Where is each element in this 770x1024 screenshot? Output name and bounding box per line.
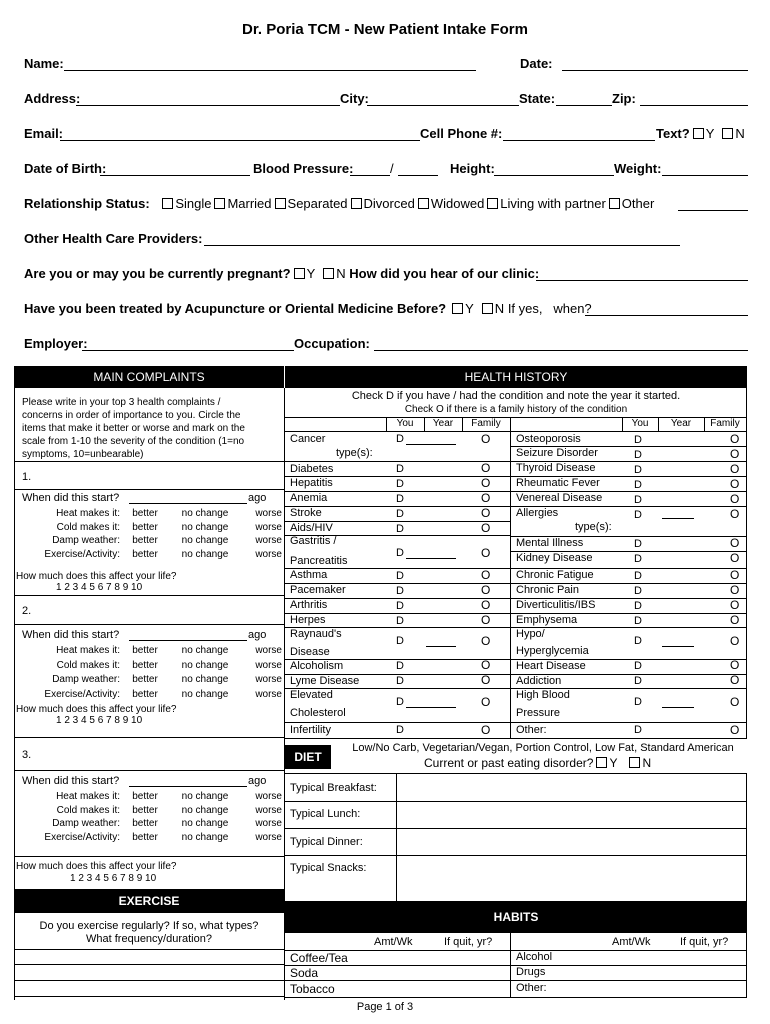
text-label: Text? — [656, 126, 690, 141]
cell-label: Cell Phone #: — [420, 126, 503, 141]
pregnant-yes-label: Y — [306, 266, 316, 281]
hist-seizure: Seizure Disorder — [516, 447, 598, 459]
better-option[interactable]: better — [132, 659, 158, 671]
hist-cholesterol: Cholesterol — [290, 707, 346, 719]
left-o-column-1 — [481, 461, 490, 536]
aids-o-checkbox[interactable]: O — [481, 521, 491, 535]
email-label: Email: — [24, 126, 64, 141]
height-label: Height: — [450, 161, 495, 176]
treated-no-label: N — [494, 301, 505, 316]
venereal-d-checkbox[interactable]: D — [634, 494, 642, 506]
bp-slash: / — [390, 161, 394, 176]
hear-label: How did you hear of our clinic: — [349, 266, 540, 281]
hist-hyperglycemia: Hyperglycemia — [516, 645, 589, 657]
venereal-o-checkbox[interactable]: O — [730, 492, 740, 506]
thyroid-d-checkbox[interactable]: D — [634, 464, 642, 476]
address-label: Address: — [24, 91, 81, 106]
complaint-3-modifiers: Heat makes it: better no change worse Cold makes it: better no change worse Damp weather: better no change worse Exercise/Activity: better no change worse — [44, 791, 282, 843]
providers-field[interactable] — [204, 245, 680, 246]
treated-when-field[interactable] — [585, 315, 748, 316]
hist-thyroid: Thyroid Disease — [516, 462, 596, 474]
raynauds-year-field[interactable] — [426, 646, 456, 647]
exercise-question: Do you exercise regularly? If so, what types? What frequency/duration? — [39, 920, 259, 945]
pacemaker-d-checkbox[interactable]: D — [396, 585, 404, 597]
pacemaker-o-checkbox[interactable]: O — [481, 583, 491, 597]
highblood-year-field[interactable] — [662, 707, 694, 708]
emphysema-o-checkbox[interactable]: O — [730, 613, 740, 627]
anemia-d-checkbox[interactable]: D — [396, 493, 404, 505]
rel-other-label: Other — [621, 196, 655, 211]
state-label: State: — [519, 91, 556, 106]
complaint-2-ago: ago — [248, 629, 267, 641]
worse-option[interactable]: worse — [255, 818, 282, 829]
better-option[interactable]: better — [132, 508, 158, 519]
history-col-you-right: You — [631, 418, 649, 429]
other-d-checkbox[interactable]: D — [634, 724, 642, 736]
gastritis-d-checkbox[interactable]: D — [396, 547, 404, 559]
diet-snacks-label: Typical Snacks: — [290, 862, 367, 874]
rel-separated-label: Separated — [287, 196, 348, 211]
arthritis-o-checkbox[interactable]: O — [481, 598, 491, 612]
heart-d-checkbox[interactable]: D — [634, 660, 642, 672]
diet-header: DIET — [285, 745, 331, 769]
rel-living-checkbox[interactable] — [487, 198, 498, 209]
bp-systolic-field[interactable] — [350, 175, 390, 176]
treated-no-checkbox[interactable] — [482, 303, 493, 314]
raynauds-o-checkbox[interactable]: O — [481, 634, 491, 648]
right-d-column-2 — [634, 537, 642, 567]
height-field[interactable] — [494, 175, 614, 176]
city-label: City: — [340, 91, 369, 106]
mental-d-checkbox[interactable]: D — [634, 538, 642, 550]
no-change-option[interactable]: no change — [181, 645, 229, 656]
stroke-o-checkbox[interactable]: O — [481, 506, 491, 520]
hist-elevated: Elevated — [290, 689, 333, 701]
cholesterol-d-checkbox[interactable]: D — [396, 696, 404, 708]
diet-disorder-row — [424, 756, 651, 770]
rel-single-checkbox[interactable] — [162, 198, 173, 209]
better-option[interactable]: better — [132, 645, 158, 656]
hist-diverticulitis: Diverticulitis/IBS — [516, 599, 596, 611]
infertility-o-checkbox[interactable]: O — [481, 723, 491, 737]
highblood-d-checkbox[interactable]: D — [634, 696, 642, 708]
hist-anemia: Anemia — [290, 492, 328, 504]
seizure-o-checkbox[interactable]: O — [730, 447, 740, 461]
hist-pancreatitis: Pancreatitis — [290, 555, 348, 567]
better-option[interactable]: better — [132, 521, 158, 533]
hist-osteoporosis: Osteoporosis — [516, 433, 581, 445]
no-change-option[interactable]: no change — [181, 659, 229, 671]
rel-other-checkbox[interactable] — [609, 198, 620, 209]
complaint-1-modifiers: Heat makes it: better no change worse Cold makes it: better no change worse Damp weather: better no change worse Exercise/Activity: better no change worse — [44, 508, 282, 560]
alcoholism-d-checkbox[interactable]: D — [396, 660, 404, 672]
hist-heart: Heart Disease — [516, 660, 586, 672]
lyme-d-checkbox[interactable]: D — [396, 675, 404, 687]
habit-soda: Soda — [290, 966, 319, 980]
hist-chronic-fatigue: Chronic Fatigue — [516, 569, 594, 581]
if-yes-label: If yes, — [507, 301, 543, 316]
complaint-3-number: 3. — [22, 749, 32, 761]
hist-hypo: Hypo/ — [516, 628, 545, 640]
fatigue-d-checkbox[interactable]: D — [634, 570, 642, 582]
rel-separated-checkbox[interactable] — [275, 198, 286, 209]
complaint-1-ago: ago — [248, 492, 267, 504]
allergies-o-checkbox[interactable]: O — [730, 507, 740, 521]
disorder-no-checkbox[interactable] — [629, 757, 640, 768]
habit-coffee: Coffee/Tea — [290, 951, 348, 965]
hist-alcoholism: Alcoholism — [290, 660, 344, 672]
dob-field[interactable] — [100, 175, 250, 176]
no-change-option[interactable]: no change — [181, 674, 229, 685]
occupation-field[interactable] — [374, 350, 748, 351]
rel-married-checkbox[interactable] — [214, 198, 225, 209]
history-col-family-left: Family — [471, 418, 501, 429]
pregnant-no-checkbox[interactable] — [323, 268, 334, 279]
better-option[interactable]: better — [132, 818, 158, 829]
pregnant-row — [24, 266, 539, 281]
treated-yes-label: Y — [465, 301, 474, 316]
occupation-label: Occupation: — [294, 336, 370, 351]
hepatitis-o-checkbox[interactable]: O — [481, 476, 491, 490]
history-col-year-right: Year — [670, 418, 692, 429]
other-o-checkbox[interactable]: O — [730, 723, 740, 737]
asthma-d-checkbox[interactable]: D — [396, 570, 404, 582]
hist-infertility: Infertility — [290, 724, 331, 736]
complaint-3-when-label: When did this start? — [22, 775, 120, 787]
thyroid-o-checkbox[interactable]: O — [730, 462, 740, 476]
zip-label: Zip: — [612, 91, 636, 106]
left-d-column-1 — [396, 462, 404, 537]
history-col-you-left: You — [396, 418, 414, 429]
hist-arthritis: Arthritis — [290, 599, 328, 611]
habits-header: HABITS — [285, 901, 747, 933]
treated-yes-checkbox[interactable] — [452, 303, 463, 314]
diet-dinner-label: Typical Dinner: — [290, 836, 363, 848]
infertility-d-checkbox[interactable]: D — [396, 724, 404, 736]
better-option[interactable]: better — [132, 688, 158, 700]
habits-quit-right: If quit, yr? — [680, 936, 729, 948]
page-footer: Page 1 of 3 — [356, 1001, 414, 1013]
rheumatic-o-checkbox[interactable]: O — [730, 477, 740, 491]
complaint-1-number: 1. — [22, 471, 32, 483]
exercise-header: EXERCISE — [14, 889, 284, 913]
relationship-row — [24, 196, 654, 211]
text-no-checkbox[interactable] — [722, 128, 733, 139]
mental-o-checkbox[interactable]: O — [730, 536, 740, 550]
pain-d-checkbox[interactable]: D — [634, 585, 642, 597]
hist-herpes: Herpes — [290, 614, 326, 626]
complaints-instructions: Please write in your top 3 health complaints / concerns in order of importance to you. Circle the items that make it better or worse and mark on the scale from 1-10 the severity of the condition (1=no symptoms, 10=unbearable) — [22, 397, 245, 460]
employer-label: Employer: — [24, 336, 88, 351]
addiction-o-checkbox[interactable]: O — [730, 673, 740, 687]
hist-gastritis: Gastritis / — [290, 535, 337, 547]
hist-addiction: Addiction — [516, 675, 562, 687]
weight-field[interactable] — [662, 175, 748, 176]
diverticulitis-d-checkbox[interactable]: D — [634, 600, 642, 612]
diabetes-d-checkbox[interactable]: D — [396, 463, 404, 475]
worse-option[interactable]: worse — [255, 548, 282, 560]
hist-asthma: Asthma — [290, 569, 328, 581]
hist-lyme: Lyme Disease — [290, 675, 360, 687]
arthritis-d-checkbox[interactable]: D — [396, 600, 404, 612]
diet-breakfast-label: Typical Breakfast: — [290, 782, 377, 794]
text-question — [656, 126, 745, 141]
worse-option[interactable]: worse — [255, 674, 282, 685]
complaint-3-affect-label: How much does this affect your life? — [16, 861, 177, 872]
better-option[interactable]: better — [132, 548, 158, 560]
hist-kidney: Kidney Disease — [516, 552, 593, 564]
anemia-o-checkbox[interactable]: O — [481, 491, 491, 505]
hear-field[interactable] — [536, 280, 748, 281]
diet-disorder-label: Current or past eating disorder? — [424, 756, 594, 770]
disorder-no-label: N — [642, 756, 652, 770]
no-change-option[interactable]: no change — [181, 791, 229, 802]
rel-divorced-checkbox[interactable] — [351, 198, 362, 209]
habit-alcohol: Alcohol — [516, 951, 553, 963]
habits-quit-left: If quit, yr? — [444, 936, 493, 948]
address-field[interactable] — [76, 105, 340, 106]
disorder-yes-label: Y — [609, 756, 618, 770]
hist-diabetes: Diabetes — [290, 463, 334, 475]
providers-label: Other Health Care Providers: — [24, 231, 203, 246]
text-yes-checkbox[interactable] — [693, 128, 704, 139]
gastritis-year-field[interactable] — [406, 558, 456, 559]
hist-allergies-type: type(s): — [575, 521, 612, 533]
rel-married-label: Married — [227, 196, 272, 211]
cholesterol-year-field[interactable] — [406, 707, 456, 708]
gastritis-o-checkbox[interactable]: O — [481, 546, 491, 560]
history-col-family-right: Family — [710, 418, 740, 429]
seizure-d-checkbox[interactable]: D — [634, 449, 642, 461]
complaint-2-scale[interactable]: 1 2 3 4 5 6 7 8 9 10 — [56, 715, 143, 726]
highblood-o-checkbox[interactable]: O — [730, 695, 740, 709]
city-field[interactable] — [367, 105, 519, 106]
complaint-3-when-field[interactable] — [129, 786, 247, 787]
left-o-column-3 — [481, 658, 490, 688]
weight-label: Weight: — [614, 161, 662, 176]
better-option[interactable]: better — [132, 674, 158, 685]
pain-o-checkbox[interactable]: O — [730, 583, 740, 597]
rel-single-label: Single — [175, 196, 212, 211]
cholesterol-o-checkbox[interactable]: O — [481, 695, 491, 709]
asthma-o-checkbox[interactable]: O — [481, 568, 491, 582]
diet-lunch-label: Typical Lunch: — [290, 808, 361, 820]
hist-emphysema: Emphysema — [516, 614, 578, 626]
pregnant-yes-checkbox[interactable] — [294, 268, 305, 279]
worse-option[interactable]: worse — [255, 521, 282, 533]
rheumatic-d-checkbox[interactable]: D — [634, 479, 642, 491]
worse-option[interactable]: worse — [255, 688, 282, 700]
habits-amt-right: Amt/Wk — [612, 936, 651, 948]
hist-cancer: Cancer — [290, 433, 326, 445]
hist-high-blood: High Blood — [516, 689, 570, 701]
hist-chronic-pain: Chronic Pain — [516, 584, 579, 596]
hist-hepatitis: Hepatitis — [290, 477, 333, 489]
bp-diastolic-field[interactable] — [398, 175, 438, 176]
date-field[interactable] — [562, 70, 748, 71]
hypo-o-checkbox[interactable]: O — [730, 634, 740, 648]
no-change-option[interactable]: no change — [181, 818, 229, 829]
better-option[interactable]: better — [132, 535, 158, 546]
no-change-option[interactable]: no change — [181, 548, 229, 560]
name-label: Name: — [24, 56, 64, 71]
habits-amt-left: Amt/Wk — [374, 936, 413, 948]
worse-option[interactable]: worse — [255, 831, 282, 843]
kidney-d-checkbox[interactable]: D — [634, 553, 642, 565]
history-header: HEALTH HISTORY — [285, 366, 747, 388]
habit-drugs: Drugs — [516, 966, 546, 978]
habit-other: Other: — [516, 982, 547, 994]
complaint-2-when-field[interactable] — [129, 640, 247, 641]
right-o-column-4 — [730, 658, 739, 688]
lyme-o-checkbox[interactable]: O — [481, 673, 491, 687]
worse-option[interactable]: worse — [255, 659, 282, 671]
cancer-year-field[interactable] — [406, 444, 456, 445]
complaint-2-modifiers: Heat makes it: better no change worse Cold makes it: better no change worse Damp weather: better no change worse Exercise/Activity: better no change worse — [22, 644, 282, 702]
worse-option[interactable]: worse — [255, 535, 282, 546]
hepatitis-d-checkbox[interactable]: D — [396, 478, 404, 490]
worse-option[interactable]: worse — [255, 804, 282, 816]
complaint-3-scale[interactable]: 1 2 3 4 5 6 7 8 9 10 — [70, 873, 157, 884]
employer-field[interactable] — [82, 350, 294, 351]
no-change-option[interactable]: no change — [181, 521, 229, 533]
history-col-year-left: Year — [432, 418, 454, 429]
bp-label: Blood Pressure: — [253, 161, 354, 176]
state-field[interactable] — [556, 105, 612, 106]
hist-stroke: Stroke — [290, 507, 322, 519]
complaint-2-when-label: When did this start? — [22, 629, 120, 641]
hist-mental: Mental Illness — [516, 537, 584, 549]
hist-allergies: Allergies — [516, 507, 559, 519]
hist-aids: Aids/HIV — [290, 522, 333, 534]
allergies-d-checkbox[interactable]: D — [634, 509, 642, 521]
cancer-o-checkbox[interactable]: O — [481, 432, 491, 446]
complaint-2-number: 2. — [22, 605, 32, 617]
hist-other: Other: — [516, 724, 547, 736]
pregnant-label: Are you or may you be currently pregnant? — [24, 266, 291, 281]
cancer-d-checkbox[interactable]: D — [396, 433, 404, 445]
no-change-option[interactable]: no change — [181, 688, 229, 700]
text-no-label: N — [735, 126, 745, 141]
relationship-label: Relationship Status: — [24, 196, 150, 211]
rel-widowed-label: Widowed — [430, 196, 485, 211]
rel-other-field[interactable] — [678, 210, 748, 211]
right-d-column-3 — [634, 569, 642, 629]
complaint-1-when-field[interactable] — [129, 503, 247, 504]
zip-field[interactable] — [640, 105, 748, 106]
diverticulitis-o-checkbox[interactable]: O — [730, 598, 740, 612]
history-check-o: Check O if there is a family history of the condition — [404, 404, 628, 415]
complaint-1-when-label: When did this start? — [22, 492, 120, 504]
worse-option[interactable]: worse — [255, 508, 282, 519]
complaint-2-affect-label: How much does this affect your life? — [16, 704, 177, 715]
no-change-option[interactable]: no change — [181, 508, 229, 519]
worse-option[interactable]: worse — [255, 791, 282, 802]
fatigue-o-checkbox[interactable]: O — [730, 568, 740, 582]
hist-raynauds-disease: Disease — [290, 646, 330, 658]
no-change-option[interactable]: no change — [181, 831, 229, 843]
pregnant-no-label: N — [336, 266, 346, 281]
addiction-d-checkbox[interactable]: D — [634, 675, 642, 687]
date-label: Date: — [520, 56, 553, 71]
email-field[interactable] — [60, 140, 420, 141]
allergies-year-field[interactable] — [662, 518, 694, 519]
disorder-yes-checkbox[interactable] — [596, 757, 607, 768]
no-change-option[interactable]: no change — [181, 535, 229, 546]
treated-label: Have you been treated by Acupuncture or Oriental Medicine Before? — [24, 301, 447, 316]
osteoporosis-o-checkbox[interactable]: O — [730, 432, 740, 446]
heart-o-checkbox[interactable]: O — [730, 658, 740, 672]
habit-tobacco: Tobacco — [290, 982, 335, 996]
hist-rheumatic: Rheumatic Fever — [516, 477, 600, 489]
rel-widowed-checkbox[interactable] — [418, 198, 429, 209]
rel-divorced-label: Divorced — [363, 196, 415, 211]
aids-d-checkbox[interactable]: D — [396, 523, 404, 535]
hist-pacemaker: Pacemaker — [290, 584, 346, 596]
hist-pressure: Pressure — [516, 707, 561, 719]
dob-label: Date of Birth: — [24, 161, 107, 176]
history-check-d: Check D if you have / had the condition and note the year it started. — [351, 390, 681, 402]
stroke-d-checkbox[interactable]: D — [396, 508, 404, 520]
better-option[interactable]: better — [132, 831, 158, 843]
herpes-o-checkbox[interactable]: O — [481, 613, 491, 627]
name-field[interactable] — [64, 70, 476, 71]
when-label: when? — [553, 301, 592, 316]
complaint-1-scale[interactable]: 1 2 3 4 5 6 7 8 9 10 — [56, 582, 143, 593]
better-option[interactable]: better — [132, 804, 158, 816]
rel-living-label: Living with partner — [500, 196, 606, 211]
complaint-1-affect-label: How much does this affect your life? — [16, 571, 177, 582]
complaints-header: MAIN COMPLAINTS — [14, 366, 284, 388]
hist-cancer-type: type(s): — [336, 447, 373, 459]
no-change-option[interactable]: no change — [181, 804, 229, 816]
herpes-d-checkbox[interactable]: D — [396, 615, 404, 627]
text-yes-label: Y — [705, 126, 715, 141]
treated-row — [24, 301, 592, 316]
cell-field[interactable] — [503, 140, 655, 141]
alcoholism-o-checkbox[interactable]: O — [481, 658, 491, 672]
hist-raynauds: Raynaud's — [290, 628, 342, 640]
diet-options: Low/No Carb, Vegetarian/Vegan, Portion Control, Low Fat, Standard American — [352, 742, 734, 754]
hypo-d-checkbox[interactable]: D — [634, 635, 642, 647]
emphysema-d-checkbox[interactable]: D — [634, 615, 642, 627]
osteoporosis-d-checkbox[interactable]: D — [634, 434, 642, 446]
hist-venereal: Venereal Disease — [516, 492, 603, 504]
left-d-column-2 — [396, 569, 404, 629]
hypo-year-field[interactable] — [662, 646, 694, 647]
kidney-o-checkbox[interactable]: O — [730, 551, 740, 565]
page-title: Dr. Poria TCM - New Patient Intake Form — [242, 21, 528, 38]
diabetes-o-checkbox[interactable]: O — [481, 461, 491, 475]
better-option[interactable]: better — [132, 791, 158, 802]
worse-option[interactable]: worse — [255, 645, 282, 656]
raynauds-d-checkbox[interactable]: D — [396, 635, 404, 647]
complaint-3-ago: ago — [248, 775, 267, 787]
